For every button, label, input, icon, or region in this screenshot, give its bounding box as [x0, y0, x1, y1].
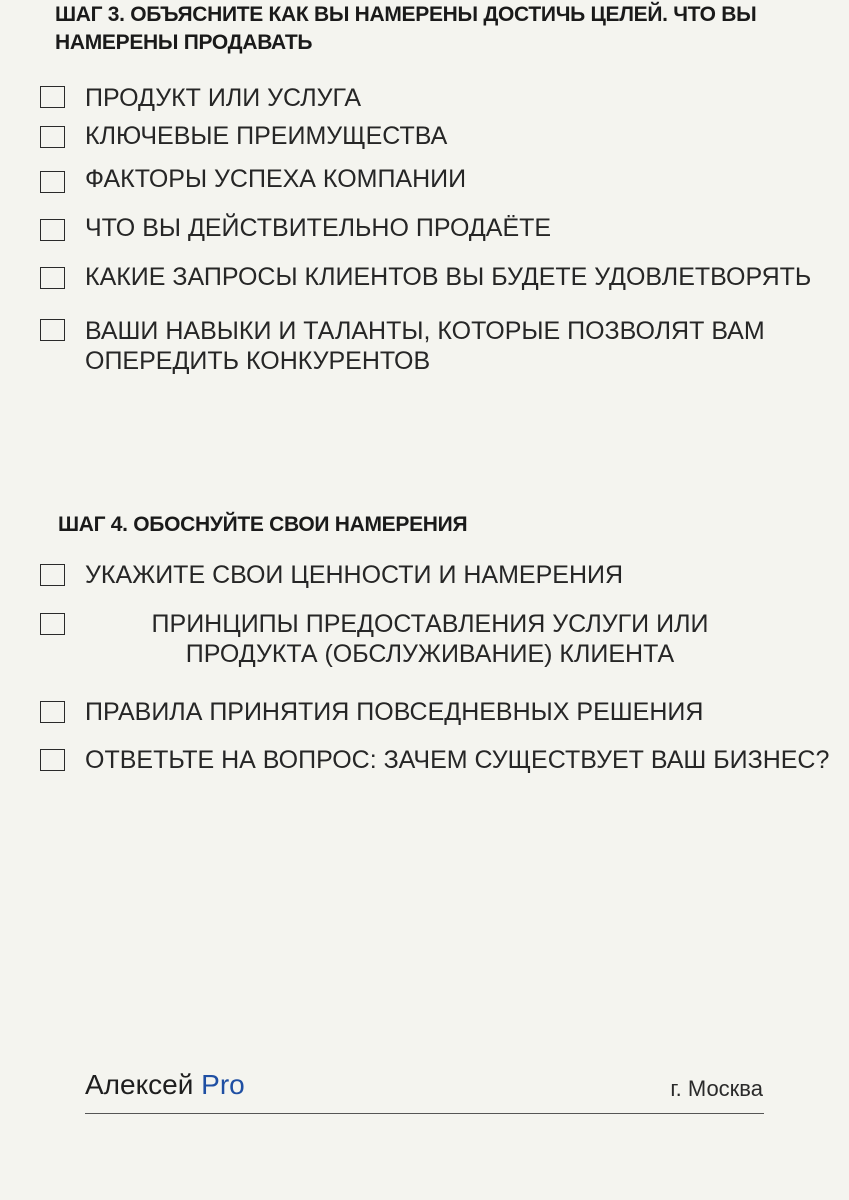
- checkbox[interactable]: [40, 613, 65, 635]
- checkbox[interactable]: [40, 219, 65, 241]
- checkbox[interactable]: [40, 319, 65, 341]
- checkbox[interactable]: [40, 267, 65, 289]
- checkbox[interactable]: [40, 171, 65, 193]
- author-name: Алексей: [85, 1069, 194, 1100]
- step3-title: ШАГ 3. ОБЪЯСНИТЕ КАК ВЫ НАМЕРЕНЫ ДОСТИЧЬ ЦЕЛЕЙ. ЧТО ВЫ НАМЕРЕНЫ ПРОДАВАТЬ: [55, 3, 757, 54]
- checklist-item-label: ФАКТОРЫ УСПЕХА КОМПАНИИ: [85, 165, 467, 193]
- checkbox[interactable]: [40, 701, 65, 723]
- checkbox[interactable]: [40, 564, 65, 586]
- checklist-item-label: ОТВЕТЬТЕ НА ВОПРОС: ЗАЧЕМ СУЩЕСТВУЕТ ВАШ БИЗНЕС?: [85, 746, 830, 774]
- checklist-item-label: ПРАВИЛА ПРИНЯТИЯ ПОВСЕДНЕВНЫХ РЕШЕНИЯ: [85, 698, 704, 726]
- footer-author: [85, 1068, 245, 1102]
- checkbox[interactable]: [40, 749, 65, 771]
- checkbox[interactable]: [40, 126, 65, 148]
- checkbox[interactable]: [40, 86, 65, 108]
- footer-city: г. Москва: [670, 1076, 763, 1101]
- checklist-item-label: ЧТО ВЫ ДЕЙСТВИТЕЛЬНО ПРОДАЁТЕ: [85, 214, 552, 242]
- checklist-item-label: КЛЮЧЕВЫЕ ПРЕИМУЩЕСТВА: [85, 122, 448, 150]
- checklist-item-label: ВАШИ НАВЫКИ И ТАЛАНТЫ, КОТОРЫЕ ПОЗВОЛЯТ ВАМ ОПЕРЕДИТЬ КОНКУРЕНТОВ: [85, 317, 765, 375]
- checklist-item-label: УКАЖИТЕ СВОИ ЦЕННОСТИ И НАМЕРЕНИЯ: [85, 561, 624, 589]
- author-suffix: Pro: [201, 1069, 245, 1100]
- checklist-item-label: ПРИНЦИПЫ ПРЕДОСТАВЛЕНИЯ УСЛУГИ ИЛИ ПРОДУКТА (ОБСЛУЖИВАНИЕ) КЛИЕНТА: [151, 610, 709, 668]
- step4-title: ШАГ 4. ОБОСНУЙТЕ СВОИ НАМЕРЕНИЯ: [58, 513, 468, 536]
- checklist-item-label: КАКИЕ ЗАПРОСЫ КЛИЕНТОВ ВЫ БУДЕТЕ УДОВЛЕТВОРЯТЬ: [85, 263, 812, 291]
- checklist-item-label: ПРОДУКТ ИЛИ УСЛУГА: [85, 84, 362, 112]
- footer-divider: [85, 1113, 764, 1114]
